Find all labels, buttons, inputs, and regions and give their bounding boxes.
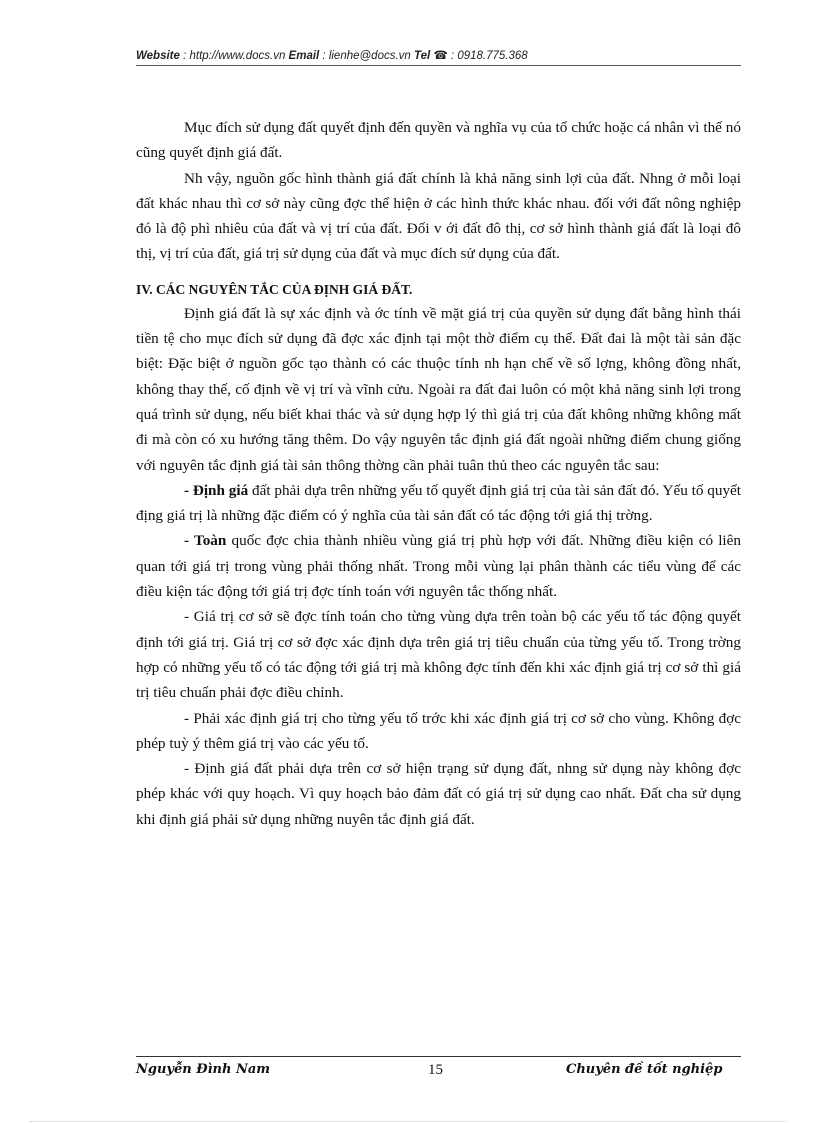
spacer: [136, 267, 741, 279]
paragraph-4-lead: - Định giá: [184, 481, 249, 499]
tel-value: : 0918.775.368: [447, 50, 528, 62]
paragraph-5-text: quốc đợc chia thành nhiều vùng giá trị phù hợp với đất. Những điều kiện có liên quan tới giá trị trong vùng phải thống nhất. Trong mỗi vùng lại phân thành các tiểu vùng để các điều kiện tác động tới giá trị đợc tính toán với nguyên tắc thống nhất.: [136, 532, 741, 601]
bottom-dotted-line: [30, 1121, 786, 1122]
page-number: 15: [428, 1062, 443, 1078]
paragraph-5-lead: - Toàn: [184, 532, 227, 550]
paragraph-7: - Phải xác định giá trị cho từng yếu tố trớc khi xác định giá trị cơ sở cho vùng. Không đợc phép tuỳ ý thêm giá trị vào các yếu tố.: [136, 709, 741, 752]
footer-doc-type: Chuyên đề tốt nghiệp: [566, 1062, 723, 1077]
website-label: Website: [136, 50, 180, 62]
website-value: : http://www.docs.vn: [179, 50, 289, 62]
paragraph-3: Định giá đất là sự xác định và ớc tính về mặt giá trị của quyền sử dụng đất bằng hình thái tiền tệ cho mục đích sử dụng đã đợc xác định tại một thờ điểm cụ thể. Đất đai là một tài sản đặc biệt: Đặc biệt ở nguồn gốc tạo thành có các thuộc tính nh hạn chế về số lợng, không đồng nhất, không thay thế, cố định về vị trí và vĩnh cửu. Ngoài ra đất đai luôn có một khả năng sinh lợi trong quá trình sử dụng, nếu biết khai thác và sử dụng hợp lý thì giá trị của đất không những không mất đi mà còn có xu hướng tăng thêm. Do vậy nguyên tắc định giá đất ngoài những điểm chung giống với nguyên tắc định giá tài sản thông thờng cần phải tuân thủ theo các nguyên tắc sau:: [136, 304, 741, 474]
email-value: : lienhe@docs.vn: [319, 50, 415, 62]
section-title: IV. CÁC NGUYÊN TẮC CỦA ĐỊNH GIÁ ĐẤT.: [136, 281, 413, 297]
page-header: [136, 48, 741, 62]
paragraph-1: Mục đích sử dụng đất quyết định đến quyền và nghĩa vụ của tổ chức hoặc cá nhân vì thế nó cũng quyết định giá đất.: [136, 119, 741, 162]
tel-label: Tel: [414, 50, 431, 62]
phone-icon: ☎: [433, 50, 448, 62]
paragraph-8: - Định giá đất phải dựa trên cơ sở hiện trạng sử dụng đất, nhng sử dụng này không đợc phép khác với quy hoạch. Vì quy hoạch bảo đảm đất có giá trị sử dụng cao nhất. Đất cha sử dụng khi định giá phải sử dụng những nuyên tắc định giá đất.: [136, 760, 741, 828]
email-label: Email: [288, 50, 320, 62]
header-divider: [136, 65, 741, 66]
footer-author: Nguyễn Đình Nam: [136, 1062, 271, 1077]
paragraph-6: - Giá trị cơ sở sẽ đợc tính toán cho từng vùng dựa trên toàn bộ các yếu tố tác động quyết định tới giá trị. Giá trị cơ sở đợc xác định dựa trên giá trị tiêu chuẩn của từng yếu tố. Trong trờng hợp có những yếu tố có tác động tới giá trị mà không đợc tính đến khi xác định giá trị cơ sở thì giá trị tiêu chuẩn phải đợc điều chỉnh.: [136, 608, 741, 702]
page-body: [136, 115, 741, 832]
paragraph-4-text: đất phải dựa trên những yếu tố quyết định giá trị của tài sản đất đó. Yếu tố quyết địng giá trị là những đặc điểm có ý nghĩa của tài sản đất có tác động tới giá thị trờng.: [136, 481, 742, 525]
footer-divider: [136, 1056, 741, 1057]
paragraph-2: Nh vậy, nguồn gốc hình thành giá đất chính là khả năng sinh lợi của đất. Nhng ở mỗi loại đất khác nhau thì cơ sở này cũng đợc thể hiện ở các hình thức khác nhau. đối với đất nông nghiệp đó là độ phì nhiêu của đất và vị trí của đất. Đối v ới đất đô thị, cơ sở hình thành giá đất là loại đô thị, vị trí của đất, giá trị sử dụng của đất và mục đích sử dụng của đất.: [136, 169, 741, 263]
paragraph-5: [136, 528, 741, 604]
paragraph-4: [136, 478, 741, 529]
